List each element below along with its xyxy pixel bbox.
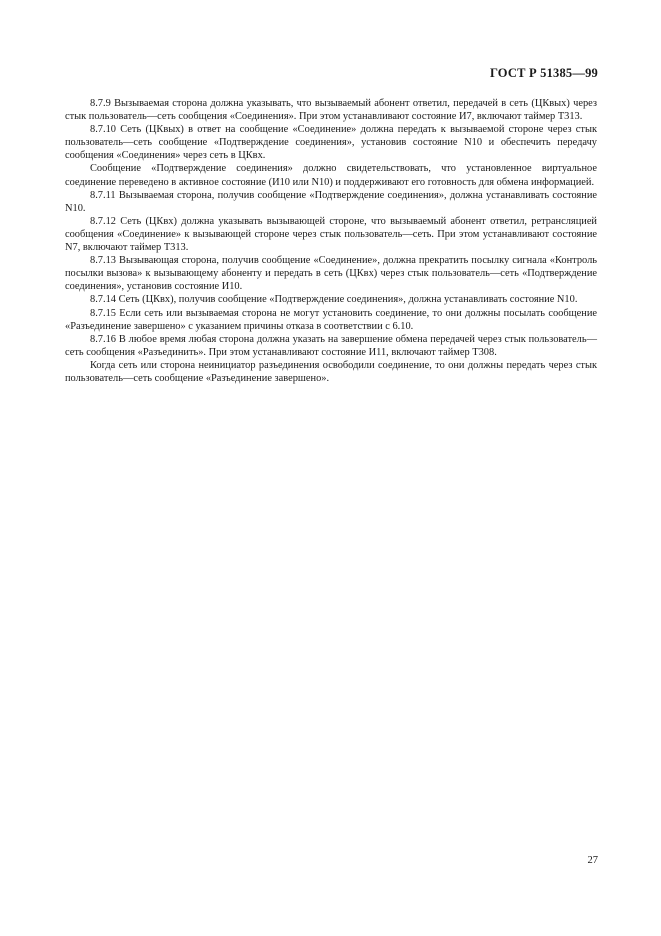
paragraph-8-7-9: 8.7.9 Вызываемая сторона должна указывать, что вызываемый абонент ответил, передачей в сеть (ЦКвых) через стык пользователь—сеть сообщения «Соединения». При этом устанавливают состояние И7, включают таймер Т313. [65, 98, 597, 123]
paragraph-8-7-10: 8.7.10 Сеть (ЦКвых) в ответ на сообщение «Соединение» должна передать к вызываемой стороне через стык пользователь—сеть сообщение «Подтверждение соединения», установив состояние N10 и обеспечить передачу сообщения «Соединения» через сеть в ЦКвх. [65, 124, 597, 162]
paragraph-8-7-14: 8.7.14 Сеть (ЦКвх), получив сообщение «Подтверждение соединения», должна устанавливать состояние N10. [90, 294, 578, 306]
paragraph-8-7-11: 8.7.11 Вызываемая сторона, получив сообщение «Подтверждение соединения», должна устанавливать состояние N10. [65, 189, 597, 214]
page-number: 27 [587, 855, 598, 866]
paragraph-disconnect-release: Когда сеть или сторона неинициатор разъединения освободили соединение, то они должны передать через стык пользователь—сеть сообщение «Разъединение завершено». [65, 359, 597, 384]
paragraph-connection-confirmation: Сообщение «Подтверждение соединения» должно свидетельствовать, что установленное виртуальное соединение переведено в активное состояние (И10 или N10) и поддерживают его готовность для обмена информацией. [65, 163, 597, 188]
paragraph-8-7-13: 8.7.13 Вызывающая сторона, получив сообщение «Соединение», должна прекратить посылку сигнала «Контроль посылки вызова» к вызывающему абоненту и передать в сеть (ЦКвх) через стык пользователь—сеть «Подтверждение соединения», установив состояние И10. [65, 255, 597, 293]
paragraph-8-7-12: 8.7.12 Сеть (ЦКвх) должна указывать вызывающей стороне, что вызываемый абонент ответил, ретрансляцией сообщения «Соединение» к вызывающей стороне через стык пользователь—сеть. При этом устанавливают состояние N7, включают таймер Т313. [65, 215, 597, 254]
paragraph-8-7-16: 8.7.16 В любое время любая сторона должна указать на завершение обмена передачей через стык пользователь—сеть сообщения «Разъединить». При этом устанавливают состояние И11, включают таймер Т308. [65, 333, 597, 358]
document-header: ГОСТ Р 51385—99 [489, 66, 598, 80]
paragraph-8-7-15: 8.7.15 Если сеть или вызываемая сторона не могут установить соединение, то они должны посылать сообщение «Разъединение завершено» с указанием причины отказа в соответствии с 6.10. [65, 307, 597, 332]
document-body [65, 97, 597, 385]
